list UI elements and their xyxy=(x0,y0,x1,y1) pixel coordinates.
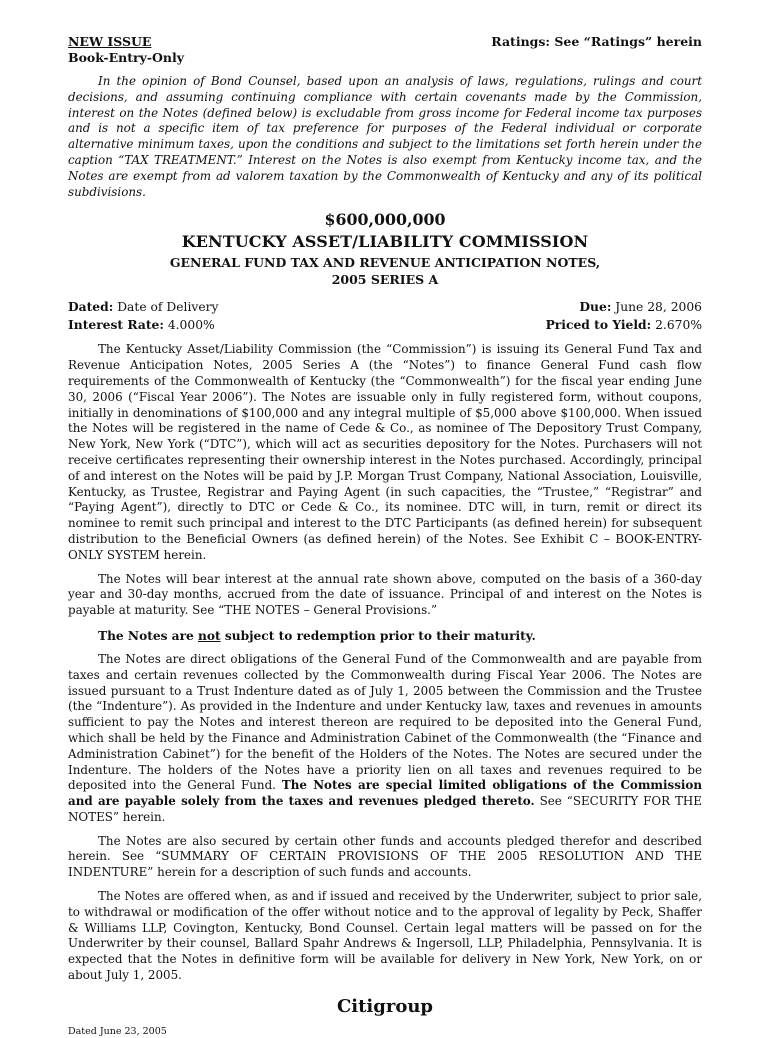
paragraph-funds: The Notes are also secured by certain other funds and accounts pledged therefor and described herein. See “SUMMARY OF CERTAIN PROVISIONS OF THE 2005 RESOLUTION AND THE INDENTURE” herein for a description of such funds and accounts. xyxy=(68,833,702,880)
book-entry-label: Book-Entry-Only xyxy=(68,50,184,65)
paragraph-issuance: The Kentucky Asset/Liability Commission (the “Commission”) is issuing its General Fund Tax and Revenue Anticipation Notes, 2005 Series A (the “Notes”) to finance General Fund cash flow requirements of the Commonwealth of Kentucky (the “Commonwealth”) for the fiscal year ending June 30, 2006 (“Fiscal Year 2006”). The Notes are issuable only in fully registered form, without coupons, initially in denominations of $100,000 and any integral multiple of $5,000 above $100,000. When issued the Notes will be registered in the name of Cede & Co., as nominee of The Depository Trust Company, New York, New York (“DTC”), which will act as securities depository for the Notes. Purchasers will not receive certificates representing their ownership interest in the Notes purchased. Accordingly, principal of and interest on the Notes will be paid by J.P. Morgan Trust Company, National Association, Louisville, Kentucky, as Trustee, Registrar and Paying Agent (in such capacities, the “Trustee,” “Registrar” and “Paying Agent”), directly to DTC or Cede & Co., its nominee. DTC will, in turn, remit or direct its nominee to remit such principal and interest to the DTC Participants (as defined herein) for subsequent distribution to the Beneficial Owners (as defined herein) of the Notes. See Exhibit C – BOOK-ENTRY-ONLY SYSTEM herein. xyxy=(68,342,702,562)
principal-amount: $600,000,000 xyxy=(324,210,446,230)
dated-footer: Dated June 23, 2005 xyxy=(68,1025,167,1037)
yield-term xyxy=(546,316,702,334)
notes-title xyxy=(68,254,702,288)
ratings-label: Ratings: See “Ratings” herein xyxy=(491,34,702,49)
issuer-name: KENTUCKY ASSET/LIABILITY COMMISSION xyxy=(181,232,589,252)
paragraph-offering: The Notes are offered when, as and if issued and received by the Underwriter, subject to prior sale, to withdrawal or modification of the offer without notice and to the approval of legality by Peck, Shaffer & Williams LLP, Covington, Kentucky, Bond Counsel. Certain legal matters will be passed on for the Underwriter by their counsel, Ballard Spahr Andrews & Ingersoll, LLP, Philadelphia, Pennsylvania. It is expected that the Notes in definitive form will be available for delivery in New York, New York, on or about July 1, 2005. xyxy=(68,889,702,983)
underwriter-name: Citigroup xyxy=(336,995,434,1017)
interest-rate-value: 4.000% xyxy=(167,318,215,333)
security-reference: See “SECURITY FOR THE NOTES” herein. xyxy=(68,794,702,824)
dated-value: Date of Delivery xyxy=(117,300,219,315)
redemption-statement xyxy=(68,628,702,644)
interest-rate-term xyxy=(68,316,218,334)
redemption-not: not xyxy=(198,628,221,643)
top-line xyxy=(68,34,702,50)
new-issue-label: NEW ISSUE xyxy=(68,34,152,49)
yield-label: Priced to Yield: xyxy=(545,317,652,333)
due-value: June 28, 2006 xyxy=(615,300,702,315)
paragraph-security xyxy=(68,652,702,826)
official-statement-cover xyxy=(68,34,702,1038)
security-text: The Notes are direct obligations of the General Fund of the Commonwealth and are payable from taxes and certain revenues collected by the Commonwealth during Fiscal Year 2006. The Notes are issued pursuant to a Trust Indenture dated as of July 1, 2005 between the Commission and the Trustee (the “Indenture”). As provided in the Indenture and under Kentucky law, taxes and revenues in amounts sufficient to pay the Notes and interest thereon are required to be deposited into the General Fund, which shall be held by the Finance and Administration Cabinet of the Commonwealth (the “Finance and Administration Cabinet”) for the benefit of the Holders of the Notes. The Notes are secured under the Indenture. The holders of the Notes have a priority lien on all taxes and revenues required to be deposited into the General Fund. xyxy=(68,651,702,793)
due-label: Due: xyxy=(579,299,612,315)
interest-rate-label: Interest Rate: xyxy=(68,317,164,333)
yield-value: 2.670% xyxy=(655,318,702,333)
terms-right xyxy=(546,298,702,334)
terms-left xyxy=(68,298,218,334)
due-term xyxy=(546,298,702,316)
dated-label: Dated: xyxy=(68,299,114,315)
notes-title-line2: 2005 SERIES A xyxy=(331,272,439,288)
paragraph-interest: The Notes will bear interest at the annual rate shown above, computed on the basis of a 360-day year and 30-day months, accrued from the date of issuance. Principal of and interest on the Notes is payable at maturity. See “THE NOTES – General Provisions.” xyxy=(68,571,702,618)
notes-title-line1: GENERAL FUND TAX AND REVENUE ANTICIPATION NOTES, xyxy=(169,255,601,271)
security-bold-text: The Notes are special limited obligations of the Commission and are payable solely from the taxes and revenues pledged thereto. xyxy=(68,778,702,809)
bond-counsel-opinion: In the opinion of Bond Counsel, based upon an analysis of laws, regulations, rulings and court decisions, and assuming continuing compliance with certain covenants made by the Commission, interest on the Notes (defined below) is excludable from gross income for Federal income tax purposes and is not a specific item of tax preference for purposes of the Federal individual or corporate alternative minimum taxes, upon the conditions and subject to the limitations set forth herein under the caption “TAX TREATMENT.” Interest on the Notes is also exempt from Kentucky income tax, and the Notes are exempt from ad valorem taxation by the Commonwealth of Kentucky and any of its political subdivisions. xyxy=(68,74,702,199)
redemption-text-b: subject to redemption prior to their maturity. xyxy=(220,628,536,643)
dated-term xyxy=(68,298,218,316)
terms-block xyxy=(68,298,702,334)
redemption-text-a: The Notes are xyxy=(98,628,198,643)
